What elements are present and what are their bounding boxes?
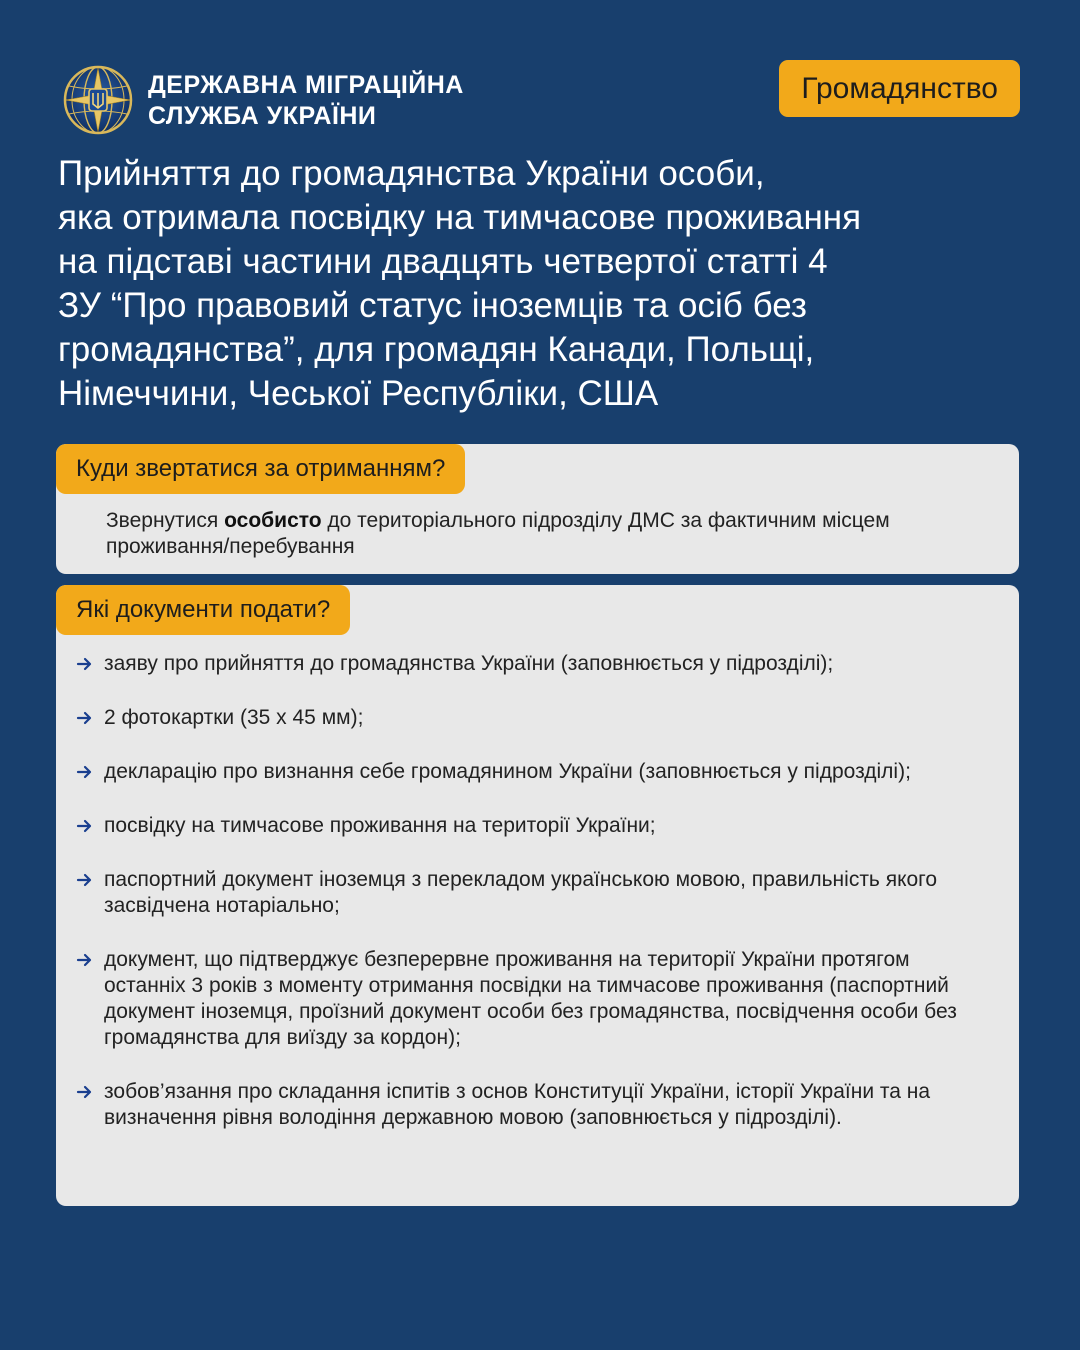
arrow-right-icon (76, 1083, 94, 1101)
organization-name (148, 70, 464, 132)
where-to-apply-text (106, 508, 986, 560)
document-item-text: посвідку на тимчасове проживання на території України; (104, 814, 656, 837)
document-item (76, 651, 996, 677)
document-item (76, 759, 996, 785)
document-item (76, 947, 996, 1051)
where-to-apply-label: Куди звертатися за отриманням? (56, 444, 465, 494)
document-item (76, 1079, 996, 1131)
title-line: громадянства”, для громадян Канади, Польщі, (58, 330, 815, 369)
arrow-right-icon (76, 871, 94, 889)
category-badge: Громадянство (779, 60, 1020, 117)
document-item-text: заяву про прийняття до громадянства України (заповнюється у підрозділі); (104, 652, 834, 675)
document-item-text: декларацію про визнання себе громадянином України (заповнюється у підрозділі); (104, 760, 911, 783)
page-title (58, 152, 1018, 416)
document-item (76, 867, 996, 919)
dms-emblem-icon (60, 62, 136, 138)
document-item (76, 813, 996, 839)
arrow-right-icon (76, 655, 94, 673)
header (60, 60, 1020, 140)
arrow-right-icon (76, 951, 94, 969)
arrow-right-icon (76, 817, 94, 835)
arrow-right-icon (76, 709, 94, 727)
title-line: ЗУ “Про правовий статус іноземців та осіб без (58, 286, 807, 325)
document-item-text: 2 фотокартки (35 х 45 мм); (104, 706, 364, 729)
arrow-right-icon (76, 763, 94, 781)
where-to-apply-card (56, 444, 1019, 574)
organization-name-line-2: СЛУЖБА УКРАЇНИ (148, 102, 377, 130)
documents-list (76, 651, 996, 1159)
document-item-text: зобов’язання про складання іспитів з основ Конституції України, історії України та на визначення рівня володіння державною мовою (заповнюється у підрозділі). (104, 1080, 931, 1129)
documents-card (56, 585, 1019, 1206)
title-line: на підставі частини двадцять четвертої статті 4 (58, 242, 828, 281)
where-text-bold: особисто (224, 509, 322, 532)
title-line: Німеччини, Чеської Республіки, США (58, 374, 659, 413)
document-item-text: документ, що підтверджує безперервне проживання на території України протягом останніх 3 років з моменту отримання посвідки на тимчасове проживання (паспортний документ іноземця, проїзний документ особи без громадянства, посвідчення особи без громадянства для виїзду за кордон); (104, 948, 957, 1049)
document-item (76, 705, 996, 731)
where-text-before: Звернутися (106, 509, 225, 532)
title-line: яка отримала посвідку на тимчасове проживання (58, 198, 862, 237)
document-item-text: паспортний документ іноземця з перекладом українською мовою, правильність якого засвідчена нотаріально; (104, 868, 938, 917)
where-text-after: до територіального підрозділу ДМС за фактичним місцем проживання/перебування (106, 509, 890, 558)
title-line: Прийняття до громадянства України особи, (58, 154, 765, 193)
documents-label: Які документи подати? (56, 585, 350, 635)
organization-name-line-1: ДЕРЖАВНА МІГРАЦІЙНА (148, 71, 464, 99)
